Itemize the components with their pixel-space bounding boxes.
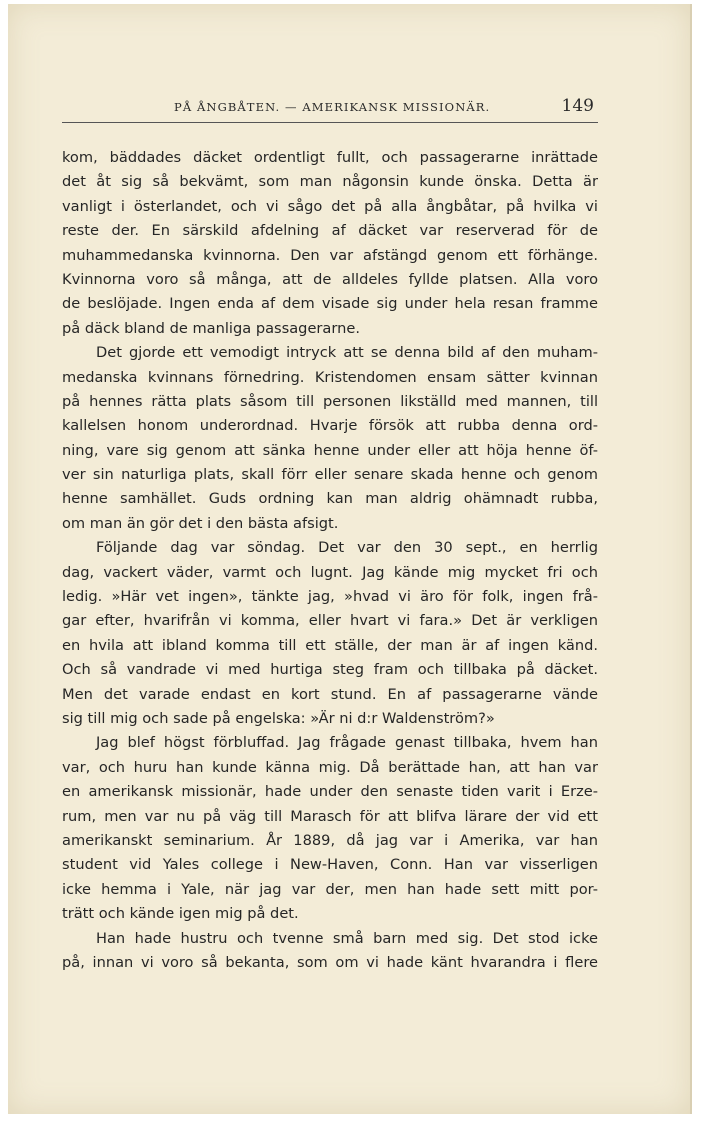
text-line: Men det varade endast en kort stund. En af passagerarne vände — [62, 685, 598, 703]
text-line: medanska kvinnans förnedring. Kristendomen ensam sätter kvinnan — [62, 368, 598, 386]
text-line: amerikanskt seminarium. År 1889, då jag var i Amerika, var han — [62, 831, 598, 849]
text-line: student vid Yales college i New-Haven, Conn. Han var visserligen — [62, 856, 598, 874]
text-line: Jag blef högst förbluffad. Jag frågade genast tillbaka, hvem han — [96, 734, 598, 752]
text-line: de beslöjade. Ingen enda af dem visade sig under hela resan framme — [62, 295, 598, 313]
text-line: det åt sig så bekvämt, som man någonsin kunde önska. Detta är — [62, 173, 598, 191]
text-line: en amerikansk missionär, hade under den senaste tiden varit i Erze- — [62, 783, 598, 801]
running-title: PÅ ÅNGBÅTEN. — AMERIKANSK MISSIONÄR. — [174, 100, 491, 114]
text-line: en hvila att ibland komma till ett ställe, der man är af ingen känd. — [62, 636, 598, 654]
text-line: Han hade hustru och tvenne små barn med sig. Det stod icke — [96, 929, 598, 947]
text-line: trätt och kände igen mig på det. — [62, 905, 299, 923]
text-line: muhammedanska kvinnorna. Den var afstängd genom ett förhänge. — [62, 246, 598, 264]
text-line: var, och huru han kunde känna mig. Då berättade han, att han var — [62, 758, 598, 776]
text-line: Kvinnorna voro så många, att de alldeles fyllde platsen. Alla voro — [62, 270, 598, 288]
text-line: kom, bäddades däcket ordentligt fullt, och passagerarne inrättade — [62, 149, 598, 166]
text-line: icke hemma i Yale, när jag var der, men han hade sett mitt por- — [62, 880, 598, 898]
text-line: gar efter, hvarifrån vi komma, eller hvart vi fara.» Det är verkligen — [62, 612, 598, 630]
text-line: på däck bland de manliga passagerarne. — [62, 319, 360, 337]
text-line: ledig. »Här vet ingen», tänkte jag, »hvad vi äro för folk, ingen frå- — [62, 588, 598, 606]
text-line: ning, vare sig genom att sänka henne under eller att höja henne öf- — [62, 441, 598, 459]
text-line: Och så vandrade vi med hurtiga steg fram och tillbaka på däcket. — [62, 661, 598, 679]
body-text — [62, 146, 598, 975]
text-line: om man än gör det i den bästa afsigt. — [62, 514, 339, 532]
text-line: kallelsen honom underordnad. Hvarje försök att rubba denna ord- — [62, 417, 598, 435]
text-line: sig till mig och sade på engelska: »Är ni d:r Waldenström?» — [62, 709, 495, 727]
text-line: reste der. En särskild afdelning af däcket var reserverad för de — [62, 222, 598, 240]
page-header — [62, 96, 598, 123]
text-line: rum, men var nu på väg till Marasch för att blifva lärare der vid ett — [62, 807, 598, 825]
text-line: henne samhället. Guds ordning kan man aldrig ohämnadt rubba, — [62, 490, 598, 508]
text-line: vanligt i österlandet, och vi sågo det på alla ångbåtar, på hvilka vi — [62, 197, 598, 215]
text-line: Det gjorde ett vemodigt intryck att se denna bild af den muham- — [96, 344, 598, 362]
page-number: 149 — [561, 96, 594, 116]
text-line: ver sin naturliga plats, skall förr eller senare skada henne och genom — [62, 466, 598, 484]
text-line: dag, vackert väder, varmt och lugnt. Jag kände mig mycket fri och — [62, 563, 598, 581]
text-line: på, innan vi voro så bekanta, som om vi hade känt hvarandra i flere — [62, 953, 598, 971]
text-line: på hennes rätta plats såsom till personen likställd med mannen, till — [62, 392, 598, 410]
book-page — [8, 4, 692, 1114]
text-line: Följande dag var söndag. Det var den 30 sept., en herrlig — [96, 539, 598, 557]
